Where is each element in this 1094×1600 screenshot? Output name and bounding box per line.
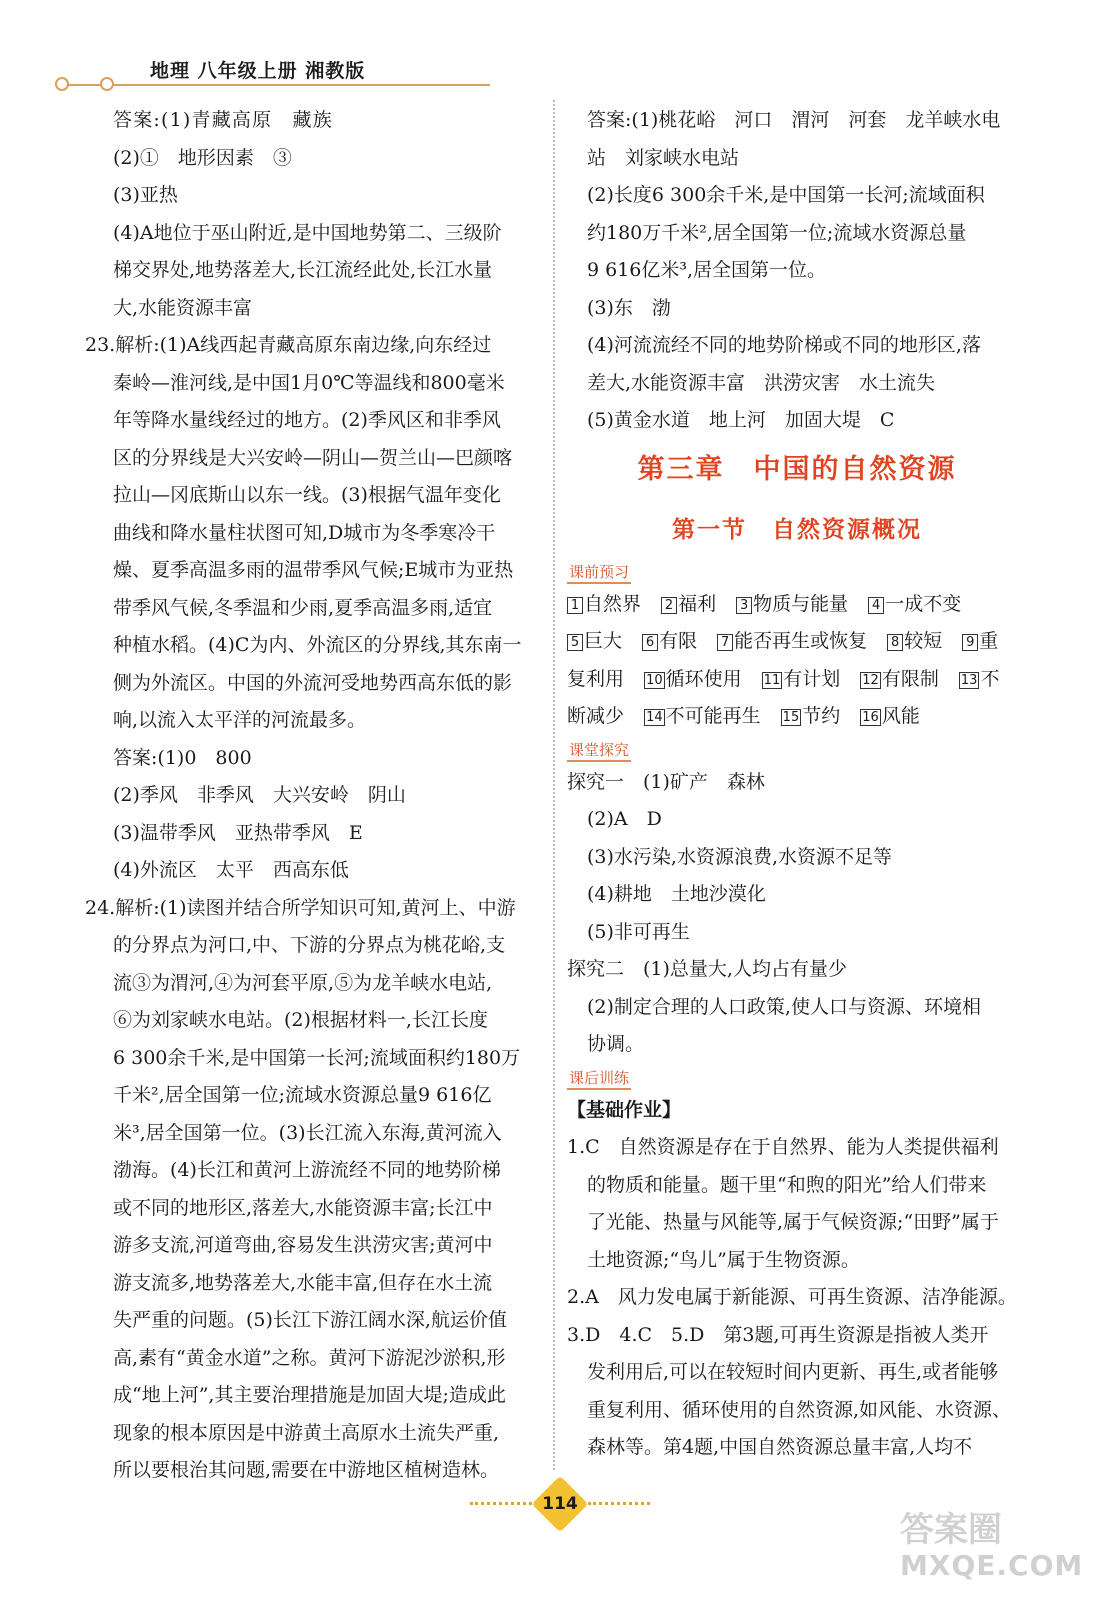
- answer-number-badge: 15: [782, 710, 800, 725]
- answer-number-badge: 3: [736, 597, 752, 614]
- blank-answer: 自然界: [584, 592, 642, 615]
- answer-number-badge: 13: [960, 672, 978, 688]
- answer-line: (5)黄金水道 地上河 加固大堤 C: [587, 409, 895, 431]
- watermark-text: 答案圈: [900, 1510, 1002, 1550]
- analysis-line: ⑥为刘家峡水电站。(2)根据材料一,长江长度: [113, 1009, 488, 1031]
- blank-answer: 福利: [678, 592, 717, 615]
- answer-line: 约180万千米²,居全国第一位;流域水资源总量: [587, 221, 967, 244]
- analysis-line: 千米²,居全国第一位;流域水资源总量9 616亿: [113, 1084, 492, 1106]
- answer-number-badge: 14: [646, 710, 663, 725]
- blank-answer: 不: [980, 667, 1000, 690]
- analysis-line: 年等降水量线经过的地方。(2)季风区和非季风: [113, 409, 501, 431]
- answer-line: 答案:(1)青藏高原 藏族: [113, 109, 333, 131]
- blank-answer: 物质与能量: [753, 592, 849, 615]
- exercise-line: 重复利用、循环使用的自然资源,如风能、水资源、: [587, 1398, 1012, 1421]
- answer-number-badge: 16: [862, 710, 879, 725]
- answer-line: 差大,水能资源丰富 洪涝灾害 水土流失: [587, 371, 936, 394]
- section-tag-after-class: 课后训练: [567, 1068, 631, 1090]
- answer-number-badge: 11: [763, 672, 781, 688]
- answer-number-badge: 9: [962, 634, 978, 651]
- answer-number-badge: 2: [661, 597, 677, 614]
- exercise-line: 2.A 风力发电属于新能源、可再生资源、洁净能源。: [567, 1286, 1017, 1308]
- blank-answer: 有计划: [783, 667, 841, 690]
- answer-number-badge: 4: [868, 597, 884, 614]
- blank-answer: 循环使用: [665, 667, 742, 690]
- analysis-line: 游多支流,河道弯曲,容易发生洪涝灾害;黄河中: [113, 1234, 493, 1256]
- answer-line: (4)外流区 太平 西高东低: [113, 859, 349, 881]
- explore-line: (5)非可再生: [587, 920, 690, 943]
- answer-number-badge: 1: [567, 597, 583, 614]
- explore-line: (4)耕地 土地沙漠化: [587, 883, 766, 905]
- blank-answer: 有限制: [881, 667, 939, 690]
- exercise-line: 发利用后,可以在较短时间内更新、再生,或者能够: [587, 1361, 999, 1383]
- analysis-line: 渤海。(4)长江和黄河上游流经不同的地势阶梯: [113, 1159, 501, 1181]
- header-ornament-dot: [100, 77, 114, 91]
- page-footer: [470, 1480, 650, 1530]
- blank-answer: 一成不变: [885, 592, 962, 615]
- blank-answer: 有限: [659, 630, 698, 652]
- exercise-line: 3.D 4.C 5.D 第3题,可再生资源是指被人类开: [567, 1323, 989, 1346]
- explore-line: 探究一 (1)矿产 森林: [567, 770, 765, 793]
- blank-answer: 断减少: [567, 705, 625, 727]
- preview-line: [567, 661, 1027, 699]
- analysis-line: 带季风气候,冬季温和少雨,夏季高温多雨,适宜: [113, 596, 493, 619]
- analysis-line: 米³,居全国第一位。(3)长江流入东海,黄河流入: [113, 1121, 502, 1144]
- exercise-line: 了光能、热量与风能等,属于气候资源;“田野”属于: [587, 1211, 999, 1233]
- chapter-title: 第三章 中国的自然资源: [637, 453, 957, 485]
- analysis-line: 现象的根本原因是中游黄土高原水土流失严重,: [113, 1421, 500, 1444]
- exercise-line: 森林等。第4题,中国自然资源总量丰富,人均不: [587, 1436, 973, 1458]
- answer-line: (3)温带季风 亚热带季风 E: [113, 821, 363, 844]
- analysis-line: 游支流多,地势落差大,水能丰富,但存在水土流: [113, 1271, 493, 1294]
- analysis-line: 失严重的问题。(5)长江下游江阔水深,航运价值: [113, 1309, 507, 1331]
- exercise-line: 土地资源;“鸟儿”属于生物资源。: [587, 1248, 860, 1271]
- analysis-line: 高,素有“黄金水道”之称。黄河下游泥沙淤积,形: [113, 1346, 506, 1369]
- answer-number-badge: 8: [887, 634, 903, 651]
- answer-line: 大,水能资源丰富: [113, 296, 253, 319]
- answer-line: (2)季风 非季风 大兴安岭 阴山: [113, 784, 406, 806]
- answer-line: (2)① 地形因素 ③: [113, 146, 292, 169]
- watermark-url: MXQE.COM: [900, 1549, 1084, 1582]
- explore-line: 探究二 (1)总量大,人均占有量少: [567, 958, 847, 980]
- explore-line: 协调。: [587, 1033, 645, 1055]
- answer-number-badge: 7: [717, 634, 733, 651]
- analysis-line: 燥、夏季高温多雨的温带季风气候;E城市为亚热: [113, 559, 514, 581]
- section-title: 第一节 自然资源概况: [672, 516, 922, 543]
- answer-line: 站 刘家峡水电站: [587, 146, 740, 169]
- footer-dots: [470, 1502, 532, 1505]
- analysis-line: 曲线和降水量柱状图可知,D城市为冬季寒冷干: [113, 521, 496, 544]
- explore-line: (3)水污染,水资源浪费,水资源不足等: [587, 845, 892, 868]
- analysis-line: 秦岭—淮河线,是中国1月0℃等温线和800毫米: [113, 371, 505, 394]
- answer-number-badge: 5: [567, 634, 583, 651]
- answer-number-badge: 12: [862, 672, 879, 688]
- explore-line: (2)A D: [587, 808, 662, 830]
- subsection-heading: 【基础作业】: [567, 1098, 682, 1121]
- answer-line: (2)长度6 300余千米,是中国第一长河;流域面积: [587, 184, 985, 206]
- section-tag-explore: 课堂探究: [567, 740, 631, 762]
- preview-line: [567, 623, 1027, 661]
- watermark-logo: [900, 1510, 1083, 1582]
- answer-line: (3)东 渤: [587, 296, 671, 319]
- analysis-line: 区的分界线是大兴安岭—阴山—贺兰山—巴颜喀: [113, 446, 513, 469]
- blank-answer: 不可能再生: [665, 705, 761, 727]
- analysis-line: 或不同的地形区,落差大,水能资源丰富;长江中: [113, 1196, 493, 1219]
- analysis-line: 23.解析:(1)A线西起青藏高原东南边缘,向东经过: [85, 334, 492, 356]
- analysis-line: 种植水稻。(4)C为内、外流区的分界线,其东南一: [113, 634, 522, 656]
- answer-line: (4)A地位于巫山附近,是中国地势第二、三级阶: [113, 221, 502, 244]
- analysis-line: 的分界点为河口,中、下游的分界点为桃花峪,支: [113, 934, 506, 956]
- footer-dots: [588, 1502, 650, 1505]
- analysis-line: 6 300余千米,是中国第一长河;流域面积约180万: [113, 1046, 521, 1069]
- book-title: 地理 八年级上册 湘教版: [150, 60, 366, 82]
- blank-answer: 复利用: [567, 667, 625, 690]
- answer-line: (3)亚热: [113, 184, 178, 206]
- analysis-line: 所以要根治其问题,需要在中游地区植树造林。: [113, 1459, 500, 1481]
- analysis-line: 响,以流入太平洋的河流最多。: [113, 709, 367, 731]
- analysis-line: 拉山—冈底斯山以东一线。(3)根据气温年变化: [113, 484, 501, 506]
- analysis-line: 成“地上河”,其主要治理措施是加固大堤;造成此: [113, 1384, 506, 1406]
- page-number: 114: [542, 1494, 578, 1514]
- blank-answer: 巨大: [584, 630, 623, 652]
- blank-answer: 较短: [904, 630, 943, 652]
- exercise-line: 的物质和能量。题干里“和煦的阳光”给人们带来: [587, 1173, 987, 1196]
- answer-line: 梯交界处,地势落差大,长江流经此处,长江水量: [113, 259, 493, 281]
- header-rule: [60, 84, 490, 86]
- answer-number-badge: 10: [646, 672, 663, 688]
- section-tag-preview: 课前预习: [567, 562, 631, 584]
- answer-line: 答案:(1)桃花峪 河口 渭河 河套 龙羊峡水电: [587, 109, 1001, 131]
- answer-number-badge: 6: [642, 634, 658, 651]
- left-column: [85, 102, 540, 1490]
- exercise-line: 1.C 自然资源是存在于自然界、能为人类提供福利: [567, 1136, 999, 1158]
- blank-answer: 重: [979, 630, 999, 652]
- page-header: [0, 0, 1094, 100]
- header-ornament-dot: [55, 77, 69, 91]
- answer-line: 9 616亿米³,居全国第一位。: [587, 259, 827, 281]
- analysis-line: 24.解析:(1)读图并结合所学知识可知,黄河上、中游: [85, 896, 516, 919]
- blank-answer: 风能: [881, 705, 920, 727]
- analysis-line: 侧为外流区。中国的外流河受地势西高东低的影: [113, 671, 513, 694]
- column-divider: [553, 100, 555, 1470]
- blank-answer: 节约: [802, 705, 841, 727]
- blank-answer: 能否再生或恢复: [734, 630, 868, 652]
- answer-line: 答案:(1)0 800: [113, 746, 252, 769]
- answer-line: (4)河流流经不同的地势阶梯或不同的地形区,落: [587, 334, 981, 356]
- analysis-line: 流③为渭河,④为河套平原,⑤为龙羊峡水电站,: [113, 971, 493, 994]
- preview-line: [567, 586, 1027, 624]
- right-column: [567, 102, 1027, 1467]
- explore-line: (2)制定合理的人口政策,使人口与资源、环境相: [587, 995, 981, 1018]
- preview-line: [567, 698, 1027, 736]
